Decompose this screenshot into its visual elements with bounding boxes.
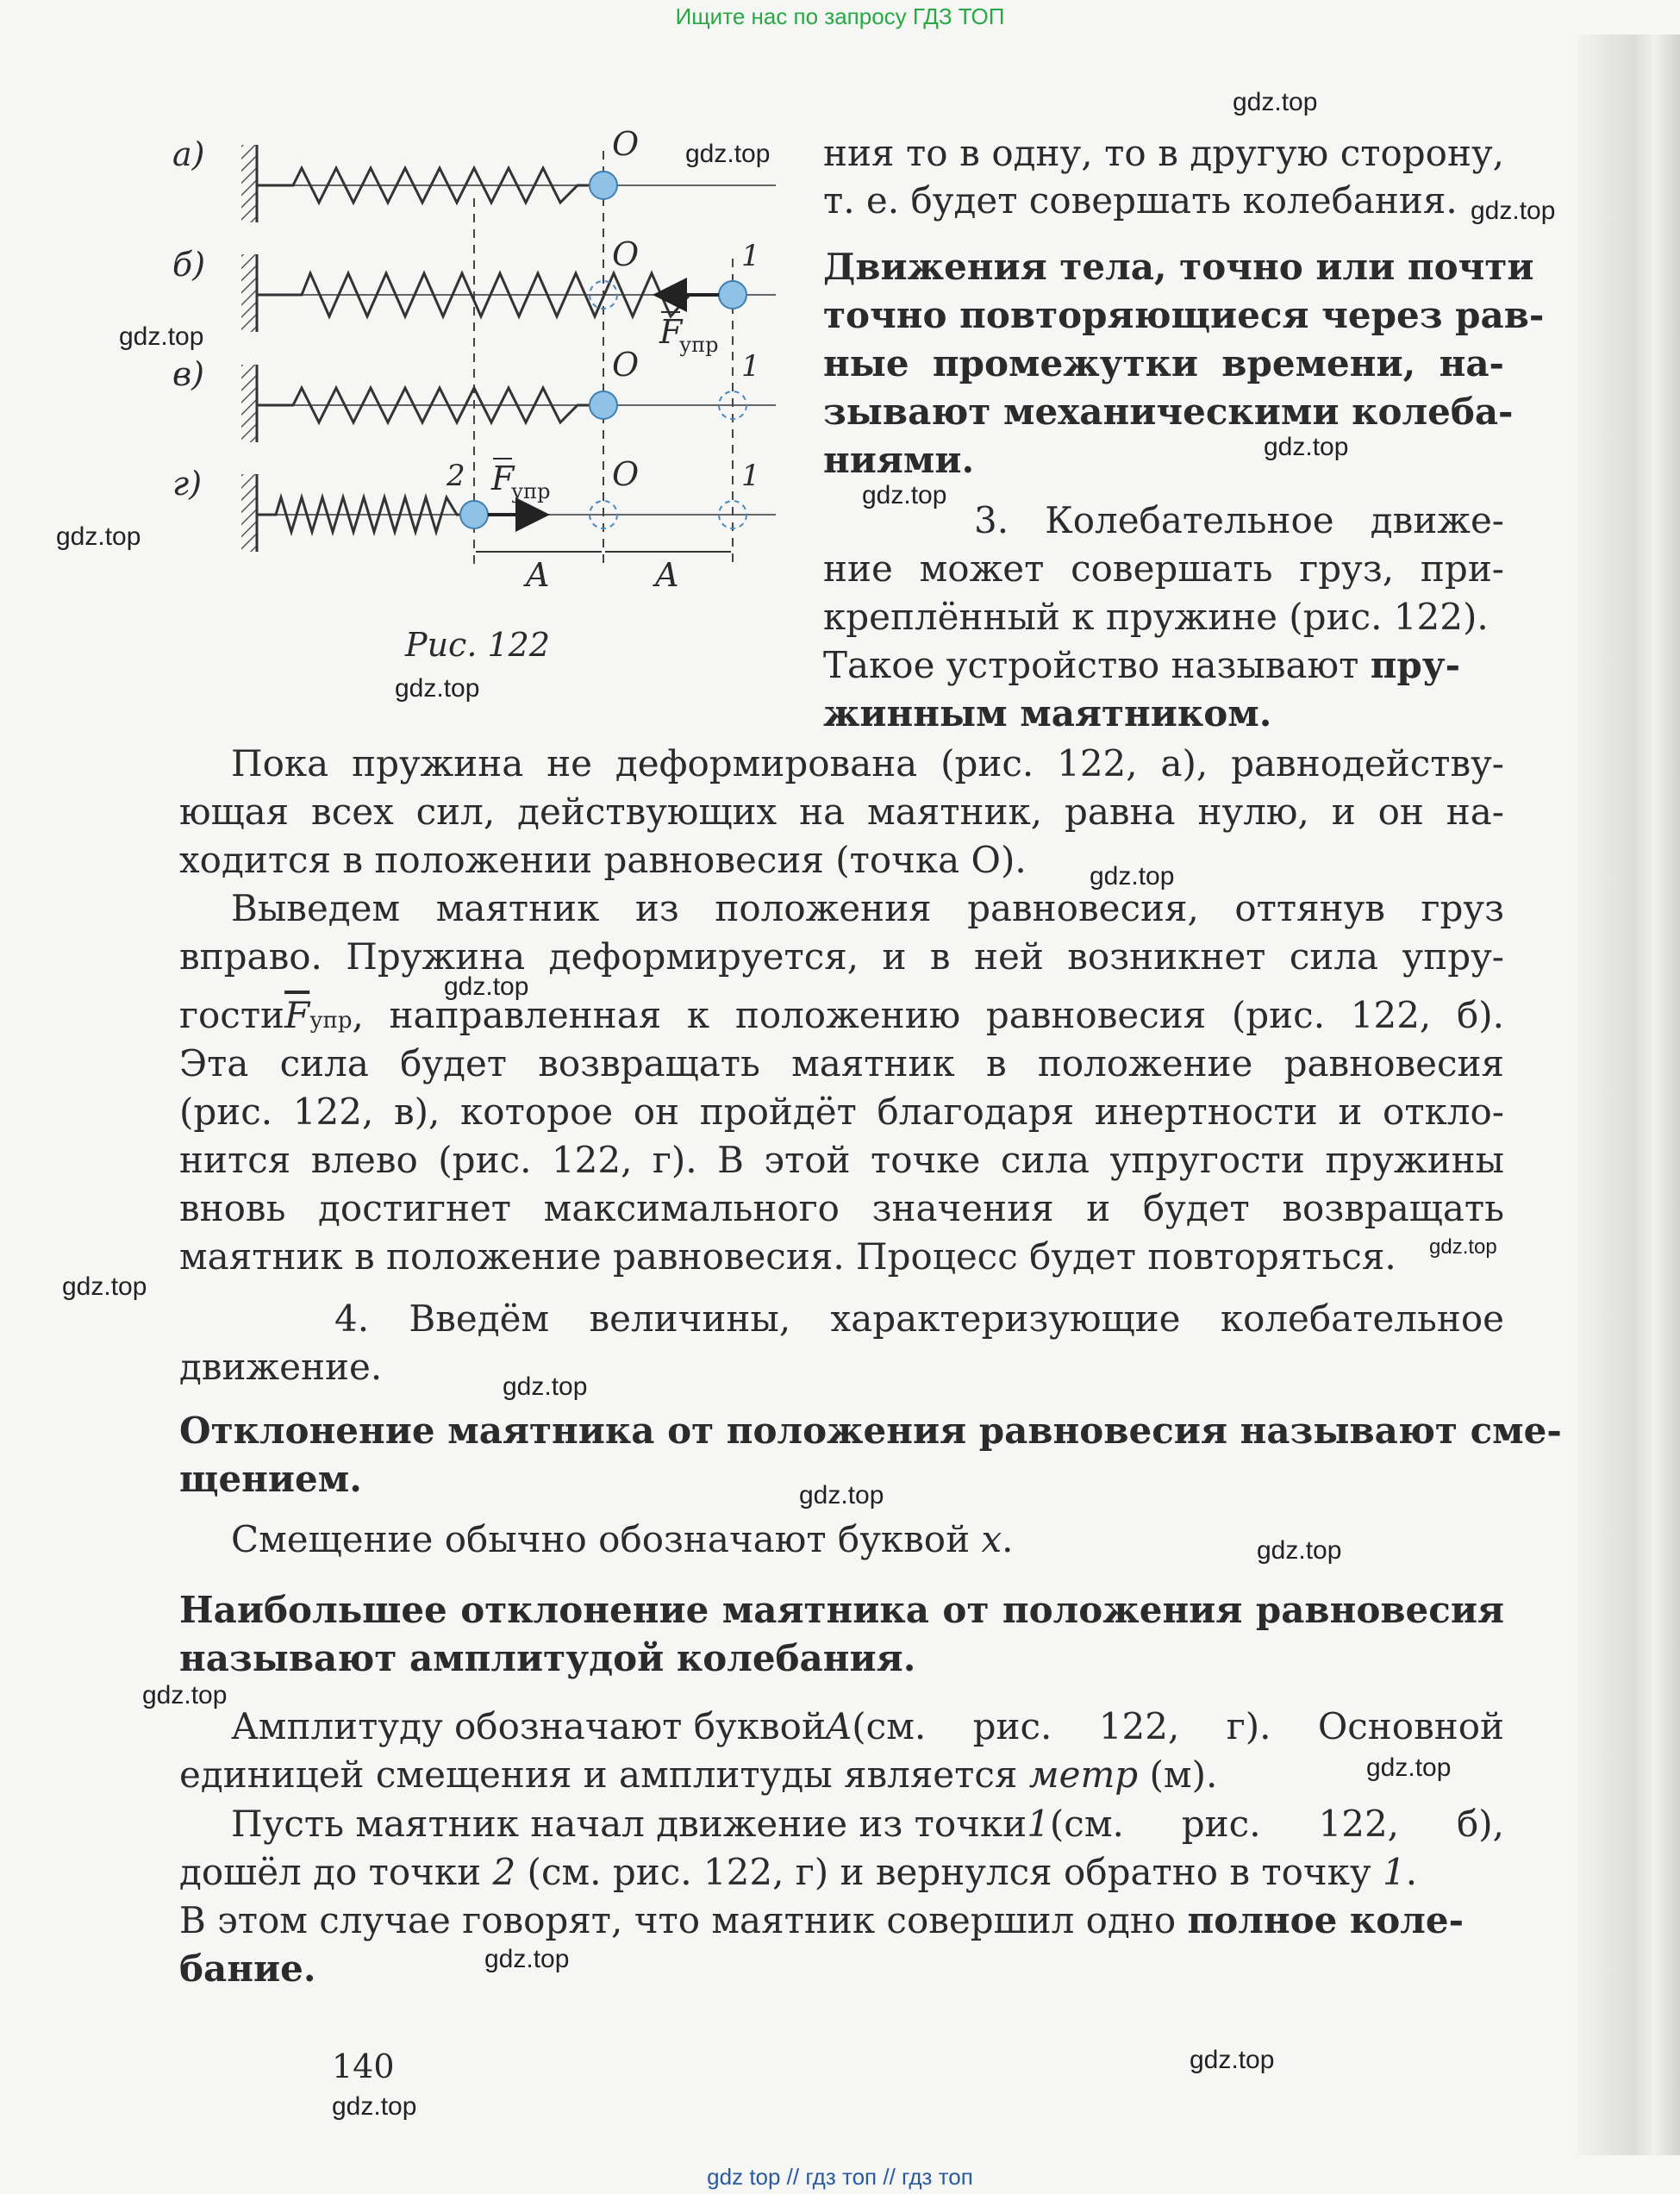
watermark: gdz.top [444,972,529,1001]
point-O-g: O [612,455,640,493]
p4-text: Смещение обычно обозначают буквой [231,1518,982,1560]
right-line-3: Движения тела, точно или почти [823,246,1534,288]
p6-text-1: Пусть маятник начал движение из точки [231,1803,1027,1845]
right-line-11 [823,641,1460,690]
force-label-g: F [491,459,515,497]
def1-line-2: щением. [179,1458,362,1500]
p6-text-4: (см. рис. 122, г) и вернулся обратно в точку [515,1851,1383,1893]
p5-unit-word: метр [1028,1753,1139,1796]
p2-line-7: вновь достигнет максимального значения и будет возвращать [179,1187,1504,1229]
p3-line-2: движение. [179,1346,383,1388]
right-line-6: зывают механическими колеба- [823,391,1514,433]
row-label-g: г) [172,465,203,503]
p2-line-1: Выведем маятник из положения равновесия, оттянув груз [231,887,1504,929]
point-2-g: 2 [447,459,465,493]
watermark: gdz.top [1264,433,1349,461]
p1-line-3: ходится в положении равновесия (точка O). [179,839,1027,881]
force-sub-inline: упр [309,1008,353,1034]
right-line-10: креплённый к пружине (рис. 122). [823,596,1489,638]
p5-text-3: единицей смещения и амплитуды является [179,1753,1029,1796]
p5-text-2: (см. рис. 122, г). Основной [852,1705,1504,1747]
p2-line-2: вправо. Пружина деформируется, и в ней возникнет сила упру- [179,935,1504,978]
watermark: gdz.top [862,481,947,509]
p6-text-6: В этом случае говорят, что маятник совершил одно [179,1899,1188,1941]
bottom-banner[interactable]: gdz top // гдз топ // гдз топ [707,2164,973,2190]
watermark: gdz.top [142,1681,228,1710]
p6-point-1: 1 [1027,1803,1050,1845]
p5-line-1 [231,1703,1504,1751]
p5-text-1: Амплитуду обозначают буквой [231,1705,826,1747]
watermark: gdz.top [1190,2046,1275,2074]
right-line-2: т. е. будет совершать колебания. [823,179,1458,222]
right-line-5: ные промежутки времени, на- [823,342,1504,384]
figure-drawing [172,129,828,629]
watermark: gdz.top [119,322,204,351]
p6-text-2: (см. рис. 122, б), [1049,1803,1504,1845]
p4-symbol: x [981,1518,1002,1560]
amplitude-right: A [655,556,679,594]
spring-pendulum-figure [172,129,828,629]
right-line-4: точно повторяющиеся через рав- [823,294,1545,336]
watermark: gdz.top [62,1272,147,1301]
p2-line-3 [179,991,1504,1045]
row-label-v: в) [172,355,204,393]
p6-line-1 [231,1800,1504,1848]
p2-line-3-end: , направленная к положению равновесия (рис. 122, б). [352,994,1504,1036]
watermark: gdz.top [56,522,141,551]
p6-line-4: бание. [179,1947,316,1990]
point-O-b: O [612,235,640,273]
watermark: gdz.top [1233,88,1318,116]
def2-line-1: Наибольшее отклонение маятника от положения равновесия [179,1589,1504,1631]
def2-line-2: называют амплитудой колебания. [179,1637,916,1679]
p6-line-2 [179,1848,1417,1897]
point-O-a: O [612,129,640,163]
watermark: gdz.top [685,140,771,168]
watermark: gdz.top [332,2092,417,2121]
watermark: gdz.top [1090,862,1175,891]
p4-end: . [1002,1518,1014,1560]
watermark: gdz.top [1429,1235,1497,1259]
p6-point-2: 2 [492,1851,516,1893]
p2-line-5: (рис. 122, в), которое он пройдёт благодаря инертности и откло- [179,1091,1504,1133]
dashed-guides [474,151,733,569]
point-1-g: 1 [741,459,760,493]
p6-term: полное коле- [1187,1899,1465,1941]
force-symbol-inline: $\overline{F}$ [284,994,310,1036]
force-sub-b: упр [679,333,719,357]
right-line-8: 3. Колебательное движе- [974,499,1504,541]
p5-line-2 [179,1751,1217,1799]
point-1-v: 1 [741,349,760,384]
book-binding-shadow [1577,34,1680,2155]
row-label-b: б) [172,246,206,284]
right-line-11-text: Такое устройство называют [823,644,1371,686]
point-1-b: 1 [741,239,760,273]
row-label-a: а) [172,135,205,173]
right-line-7: ниями. [823,439,975,481]
top-banner[interactable]: Ищите нас по запросу ГДЗ ТОП [675,3,1005,29]
p2-line-6: нится влево (рис. 122, г). В этой точке сила упругости пружины [179,1139,1504,1181]
figure-caption: Рис. 122 [405,626,551,664]
right-line-12: жинным маятником. [823,692,1272,734]
watermark: gdz.top [484,1945,570,1973]
walls [241,145,257,552]
watermark: gdz.top [395,674,480,703]
watermark: gdz.top [1471,197,1556,225]
watermark: gdz.top [1257,1536,1342,1565]
p5-symbol: A [825,1705,852,1747]
force-sub-g: упр [511,479,551,503]
page-number: 140 [332,2047,395,2085]
amplitude-left: A [526,556,550,594]
p2-line-8: маятник в положение равновесия. Процесс будет повторяться. [179,1235,1396,1278]
p1-line-1: Пока пружина не деформирована (рис. 122, а), равнодейству- [231,742,1504,784]
watermark: gdz.top [1366,1753,1452,1782]
force-label-b: F [659,313,683,351]
p6-point-1b: 1 [1383,1851,1406,1893]
p4-line [231,1516,1013,1564]
p5-text-4: (м). [1138,1753,1218,1796]
watermark: gdz.top [503,1372,588,1401]
p2-line-4: Эта сила будет возвращать маятник в положение равновесия [179,1042,1504,1084]
p1-line-2: ющая всех сил, действующих на маятник, равна нулю, и он на- [179,791,1504,833]
def1-line-1: Отклонение маятника от положения равновесия называют сме- [179,1410,1562,1452]
p2-line-3-start: гости [179,994,285,1036]
p6-line-3 [179,1897,1464,1945]
right-line-1: ния то в одну, то в другую сторону, [823,132,1504,174]
right-line-11-term: пру- [1370,644,1461,686]
watermark: gdz.top [799,1481,884,1510]
point-O-v: O [612,346,640,384]
right-line-9: ние может совершать груз, при- [823,547,1504,590]
p3-line-1: 4. Введём величины, характеризующие колебательное [334,1297,1504,1340]
p6-text-5: . [1405,1851,1418,1893]
vector-marks [493,312,680,459]
p6-text-3: дошёл до точки [179,1851,493,1893]
